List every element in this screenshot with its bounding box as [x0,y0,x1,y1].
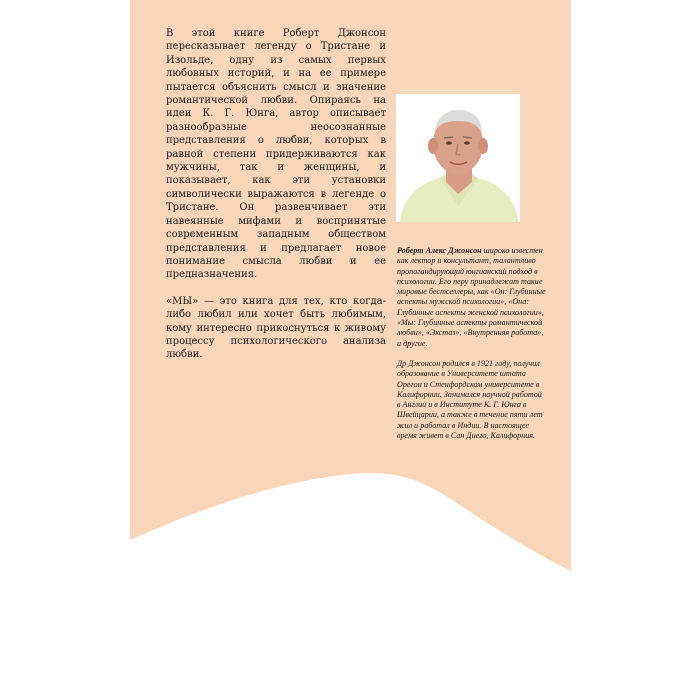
blurb [166,27,386,375]
author-photo [396,94,520,222]
blurb-paragraph-1: В этой книге Роберт Джонсон пересказывает легенду о Тристане и Изольде, одну из самых первых любовных историй, и на ее примере пытается объяснить смысл и значение романтической любви. Опираясь на идеи К. Г. Юнга, автор описывает разнообразные неосознанные представления о любви, которых в равной степени придерживаются как мужчины, так и женщины, и показывает, как эти установки символически выражаются в легенде о Тристане. Он развенчивает эти навеянные мифами и воспринятые современным западным обществом представления и предлагает новое понимание смысла любви и ее предназначения. [166,28,386,281]
blurb-paragraph-2: «МЫ» — это книга для тех, кто когда-либо любил или хочет быть любимым, кому интересно прикоснуться к живому процессу психологического анализа любви. [166,295,386,361]
author-portrait-icon [396,94,520,222]
bio-intro: широко известен как лектор и консультант, талантливо пропагандирующий юнгианский подход в психологии. Его перу принадлежат такие мировые бестселлеры, как «Он: Глубинные аспекты мужской психологии», «Она: Глубинные аспекты женской психологии», «Мы: Глубинные аспекты романтической любви», «Экстаз», «Внутренняя работа», и другие. [397,246,546,348]
bio-paragraph-1 [397,246,547,349]
author-bio [397,246,547,451]
bio-paragraph-2: Др Джонсон родился в 1921 году, получил образование в Университете штата Орегон и Стенфордском университете в Калифорнии. Занимался научной работой в Англии и в Институте К. Г. Юнга в Швейцарии, а также в течение пяти лет жил и работал в Индии. В настоящее время живет в Сан Диего, Калифорния. [397,358,543,441]
author-name: Роберт Алекс Джонсон [397,246,482,255]
